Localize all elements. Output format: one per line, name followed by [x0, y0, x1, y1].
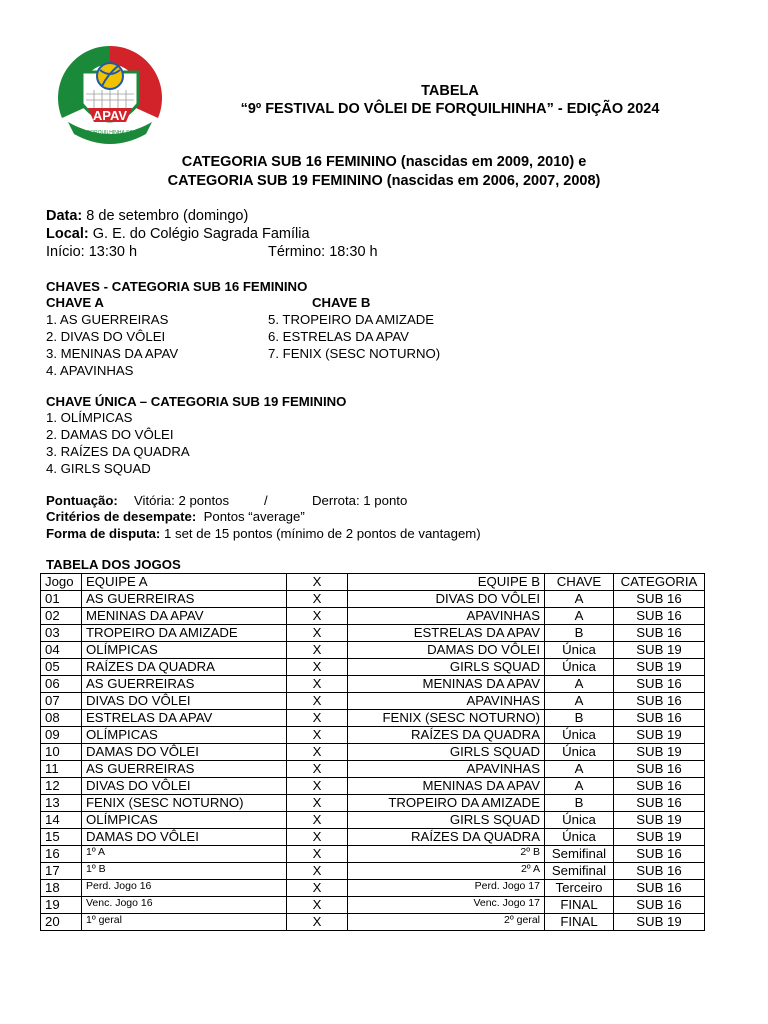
cell-chave: B — [545, 710, 614, 727]
cell-jogo: 17 — [41, 863, 82, 880]
cell-equipe-a: OLÍMPICAS — [82, 642, 287, 659]
cell-equipe-b: ESTRELAS DA APAV — [348, 625, 545, 642]
cell-chave: Única — [545, 642, 614, 659]
table-row — [41, 829, 705, 846]
table-row — [41, 693, 705, 710]
cell-x: X — [287, 591, 348, 608]
cell-chave: Única — [545, 744, 614, 761]
scoring-separator: / — [264, 493, 268, 508]
cell-equipe-b: RAÍZES DA QUADRA — [348, 829, 545, 846]
table-row — [41, 795, 705, 812]
scoring-label: Pontuação: — [46, 493, 118, 508]
cell-equipe-a — [82, 897, 287, 914]
cell-equipe-a: AS GUERREIRAS — [82, 761, 287, 778]
category-heading — [60, 153, 708, 191]
chave-b-label: CHAVE B — [312, 295, 371, 310]
cell-chave: Única — [545, 659, 614, 676]
cell-equipe-a-text: 1º A — [86, 846, 106, 858]
cell-categoria: SUB 16 — [614, 778, 705, 795]
cell-chave: Única — [545, 812, 614, 829]
cell-x: X — [287, 727, 348, 744]
games-table — [40, 573, 705, 931]
cell-equipe-b: APAVINHAS — [348, 608, 545, 625]
cell-equipe-a: FENIX (SESC NOTURNO) — [82, 795, 287, 812]
document-title — [180, 82, 720, 118]
chave-b-team: 7. FENIX (SESC NOTURNO) — [268, 346, 441, 361]
cell-categoria: SUB 16 — [614, 795, 705, 812]
cell-equipe-b: RAÍZES DA QUADRA — [348, 727, 545, 744]
scoring-win: Vitória: 2 pontos — [134, 493, 230, 508]
info-start: Início: 13:30 h — [46, 244, 138, 260]
cell-chave: Terceiro — [545, 880, 614, 897]
cell-categoria: SUB 16 — [614, 608, 705, 625]
cell-equipe-a: AS GUERREIRAS — [82, 591, 287, 608]
cell-equipe-a — [82, 846, 287, 863]
svg-text:APAV: APAV — [92, 108, 128, 123]
cell-jogo: 05 — [41, 659, 82, 676]
cell-x: X — [287, 625, 348, 642]
tiebreak-value: Pontos “average” — [196, 509, 305, 524]
apav-logo — [54, 42, 166, 154]
cell-chave: A — [545, 676, 614, 693]
header-categoria: CATEGORIA — [614, 574, 705, 591]
cell-equipe-b: DAMAS DO VÔLEI — [348, 642, 545, 659]
cell-jogo: 16 — [41, 846, 82, 863]
cell-equipe-a: DIVAS DO VÔLEI — [82, 693, 287, 710]
cell-equipe-a-text: Perd. Jogo 16 — [86, 880, 152, 892]
cell-categoria: SUB 19 — [614, 642, 705, 659]
category-line-1: CATEGORIA SUB 16 FEMININO (nascidas em 2009, 2010) e — [181, 154, 587, 170]
table-row — [41, 659, 705, 676]
cell-chave: Semifinal — [545, 846, 614, 863]
cell-equipe-a: AS GUERREIRAS — [82, 676, 287, 693]
header-jogo: Jogo — [41, 574, 82, 591]
cell-categoria: SUB 19 — [614, 659, 705, 676]
header-chave: CHAVE — [545, 574, 614, 591]
cell-categoria: SUB 16 — [614, 591, 705, 608]
cell-jogo: 19 — [41, 897, 82, 914]
cell-categoria: SUB 16 — [614, 676, 705, 693]
cell-jogo: 06 — [41, 676, 82, 693]
cell-jogo: 11 — [41, 761, 82, 778]
info-location — [46, 225, 310, 243]
sub16-title: CHAVES - CATEGORIA SUB 16 FEMININO — [46, 279, 308, 294]
cell-categoria: SUB 16 — [614, 880, 705, 897]
table-row — [41, 625, 705, 642]
cell-categoria: SUB 16 — [614, 693, 705, 710]
cell-chave: A — [545, 591, 614, 608]
location-label: Local: — [46, 226, 89, 242]
cell-jogo: 15 — [41, 829, 82, 846]
cell-categoria: SUB 16 — [614, 761, 705, 778]
cell-equipe-a-text: 1º B — [86, 863, 106, 875]
chave-a-label: CHAVE A — [46, 295, 104, 310]
cell-jogo: 10 — [41, 744, 82, 761]
cell-chave: B — [545, 795, 614, 812]
table-row — [41, 591, 705, 608]
dispute-format-value: 1 set de 15 pontos (mínimo de 2 pontos de vantagem) — [160, 526, 481, 541]
cell-equipe-a — [82, 880, 287, 897]
table-row — [41, 608, 705, 625]
cell-equipe-a: DAMAS DO VÔLEI — [82, 829, 287, 846]
tiebreak — [46, 508, 305, 525]
cell-equipe-a: ESTRELAS DA APAV — [82, 710, 287, 727]
cell-equipe-b — [348, 880, 545, 897]
cell-equipe-a-text: Venc. Jogo 16 — [86, 897, 153, 909]
date-value: 8 de setembro (domingo) — [82, 208, 249, 224]
table-row — [41, 846, 705, 863]
date-label: Data: — [46, 208, 83, 224]
table-row — [41, 812, 705, 829]
cell-x: X — [287, 914, 348, 931]
cell-x: X — [287, 812, 348, 829]
chave-a-team: 1. AS GUERREIRAS — [46, 312, 169, 327]
cell-jogo: 08 — [41, 710, 82, 727]
cell-equipe-a — [82, 863, 287, 880]
cell-equipe-a: MENINAS DA APAV — [82, 608, 287, 625]
cell-x: X — [287, 693, 348, 710]
table-row — [41, 880, 705, 897]
cell-chave: Semifinal — [545, 863, 614, 880]
chave-a-team: 3. MENINAS DA APAV — [46, 346, 179, 361]
svg-text:FORQUILHINHA SC: FORQUILHINHA SC — [87, 130, 133, 136]
table-row — [41, 744, 705, 761]
cell-equipe-b: DIVAS DO VÔLEI — [348, 591, 545, 608]
sub19-team: 4. GIRLS SQUAD — [46, 461, 151, 476]
cell-equipe-b: FENIX (SESC NOTURNO) — [348, 710, 545, 727]
cell-jogo: 20 — [41, 914, 82, 931]
cell-categoria: SUB 19 — [614, 829, 705, 846]
cell-x: X — [287, 795, 348, 812]
cell-equipe-b: MENINAS DA APAV — [348, 778, 545, 795]
cell-chave: A — [545, 778, 614, 795]
cell-jogo: 12 — [41, 778, 82, 795]
cell-equipe-a: OLÍMPICAS — [82, 727, 287, 744]
cell-equipe-b: GIRLS SQUAD — [348, 812, 545, 829]
tiebreak-label: Critérios de desempate: — [46, 509, 197, 524]
cell-jogo: 04 — [41, 642, 82, 659]
cell-equipe-b — [348, 914, 545, 931]
cell-x: X — [287, 744, 348, 761]
sub19-team: 3. RAÍZES DA QUADRA — [46, 444, 190, 459]
cell-equipe-b: APAVINHAS — [348, 693, 545, 710]
cell-categoria: SUB 16 — [614, 846, 705, 863]
table-row — [41, 676, 705, 693]
sub19-title: CHAVE ÚNICA – CATEGORIA SUB 19 FEMININO — [46, 394, 347, 409]
dispute-format — [46, 525, 481, 542]
table-row — [41, 778, 705, 795]
title-line-2: “9º FESTIVAL DO VÔLEI DE FORQUILHINHA” - EDIÇÃO 2024 — [240, 101, 660, 117]
sub19-team: 1. OLÍMPICAS — [46, 410, 133, 425]
title-line-1: TABELA — [421, 83, 479, 99]
cell-categoria: SUB 16 — [614, 710, 705, 727]
cell-equipe-a: DAMAS DO VÔLEI — [82, 744, 287, 761]
cell-equipe-b-text: 2º A — [520, 863, 540, 875]
cell-jogo: 01 — [41, 591, 82, 608]
table-row — [41, 914, 705, 931]
scoring-loss: Derrota: 1 ponto — [312, 493, 408, 508]
cell-categoria: SUB 16 — [614, 625, 705, 642]
cell-chave: Única — [545, 727, 614, 744]
cell-categoria: SUB 19 — [614, 812, 705, 829]
cell-categoria: SUB 19 — [614, 727, 705, 744]
cell-chave: FINAL — [545, 897, 614, 914]
sub19-team: 2. DAMAS DO VÔLEI — [46, 427, 174, 442]
cell-equipe-b — [348, 863, 545, 880]
cell-x: X — [287, 761, 348, 778]
cell-categoria: SUB 19 — [614, 744, 705, 761]
cell-x: X — [287, 659, 348, 676]
cell-chave: B — [545, 625, 614, 642]
cell-x: X — [287, 778, 348, 795]
cell-equipe-a: OLÍMPICAS — [82, 812, 287, 829]
cell-equipe-b: GIRLS SQUAD — [348, 659, 545, 676]
cell-jogo: 02 — [41, 608, 82, 625]
header-x: X — [287, 574, 348, 591]
cell-equipe-a — [82, 914, 287, 931]
cell-equipe-a-text: 1º geral — [86, 914, 122, 926]
cell-x: X — [287, 863, 348, 880]
table-row — [41, 863, 705, 880]
cell-chave: Única — [545, 829, 614, 846]
cell-equipe-a: TROPEIRO DA AMIZADE — [82, 625, 287, 642]
cell-jogo: 09 — [41, 727, 82, 744]
cell-categoria: SUB 19 — [614, 914, 705, 931]
chave-b-team: 5. TROPEIRO DA AMIZADE — [268, 312, 435, 327]
cell-equipe-b: MENINAS DA APAV — [348, 676, 545, 693]
header-equipe-b: EQUIPE B — [348, 574, 545, 591]
location-value: G. E. do Colégio Sagrada Família — [88, 226, 310, 242]
table-row — [41, 897, 705, 914]
header-equipe-a: EQUIPE A — [82, 574, 287, 591]
chave-a-team: 4. APAVINHAS — [46, 363, 134, 378]
cell-x: X — [287, 642, 348, 659]
table-row — [41, 727, 705, 744]
cell-x: X — [287, 710, 348, 727]
cell-x: X — [287, 880, 348, 897]
cell-equipe-b-text: 2º geral — [504, 914, 540, 926]
cell-x: X — [287, 829, 348, 846]
info-date — [46, 207, 248, 225]
chave-b-team: 6. ESTRELAS DA APAV — [268, 329, 409, 344]
cell-x: X — [287, 897, 348, 914]
cell-equipe-b-text: Perd. Jogo 17 — [474, 880, 540, 892]
cell-equipe-b: APAVINHAS — [348, 761, 545, 778]
cell-chave: A — [545, 693, 614, 710]
games-table-title: TABELA DOS JOGOS — [46, 557, 181, 572]
chave-a-team: 2. DIVAS DO VÔLEI — [46, 329, 166, 344]
cell-x: X — [287, 608, 348, 625]
cell-equipe-a: DIVAS DO VÔLEI — [82, 778, 287, 795]
table-header-row — [41, 574, 705, 591]
cell-x: X — [287, 676, 348, 693]
info-end: Término: 18:30 h — [268, 244, 378, 260]
table-row — [41, 642, 705, 659]
category-line-2: CATEGORIA SUB 19 FEMININO (nascidas em 2006, 2007, 2008) — [167, 173, 601, 189]
cell-jogo: 14 — [41, 812, 82, 829]
cell-equipe-a: RAÍZES DA QUADRA — [82, 659, 287, 676]
cell-equipe-b — [348, 897, 545, 914]
cell-equipe-b — [348, 846, 545, 863]
cell-jogo: 13 — [41, 795, 82, 812]
cell-jogo: 03 — [41, 625, 82, 642]
cell-categoria: SUB 16 — [614, 897, 705, 914]
cell-equipe-b-text: Venc. Jogo 17 — [473, 897, 540, 909]
table-row — [41, 761, 705, 778]
cell-chave: A — [545, 761, 614, 778]
cell-jogo: 07 — [41, 693, 82, 710]
cell-equipe-b-text: 2º B — [520, 846, 540, 858]
dispute-format-label: Forma de disputa: — [46, 526, 161, 541]
cell-x: X — [287, 846, 348, 863]
cell-categoria: SUB 16 — [614, 863, 705, 880]
cell-chave: FINAL — [545, 914, 614, 931]
cell-jogo: 18 — [41, 880, 82, 897]
cell-chave: A — [545, 608, 614, 625]
cell-equipe-b: GIRLS SQUAD — [348, 744, 545, 761]
table-row — [41, 710, 705, 727]
cell-equipe-b: TROPEIRO DA AMIZADE — [348, 795, 545, 812]
